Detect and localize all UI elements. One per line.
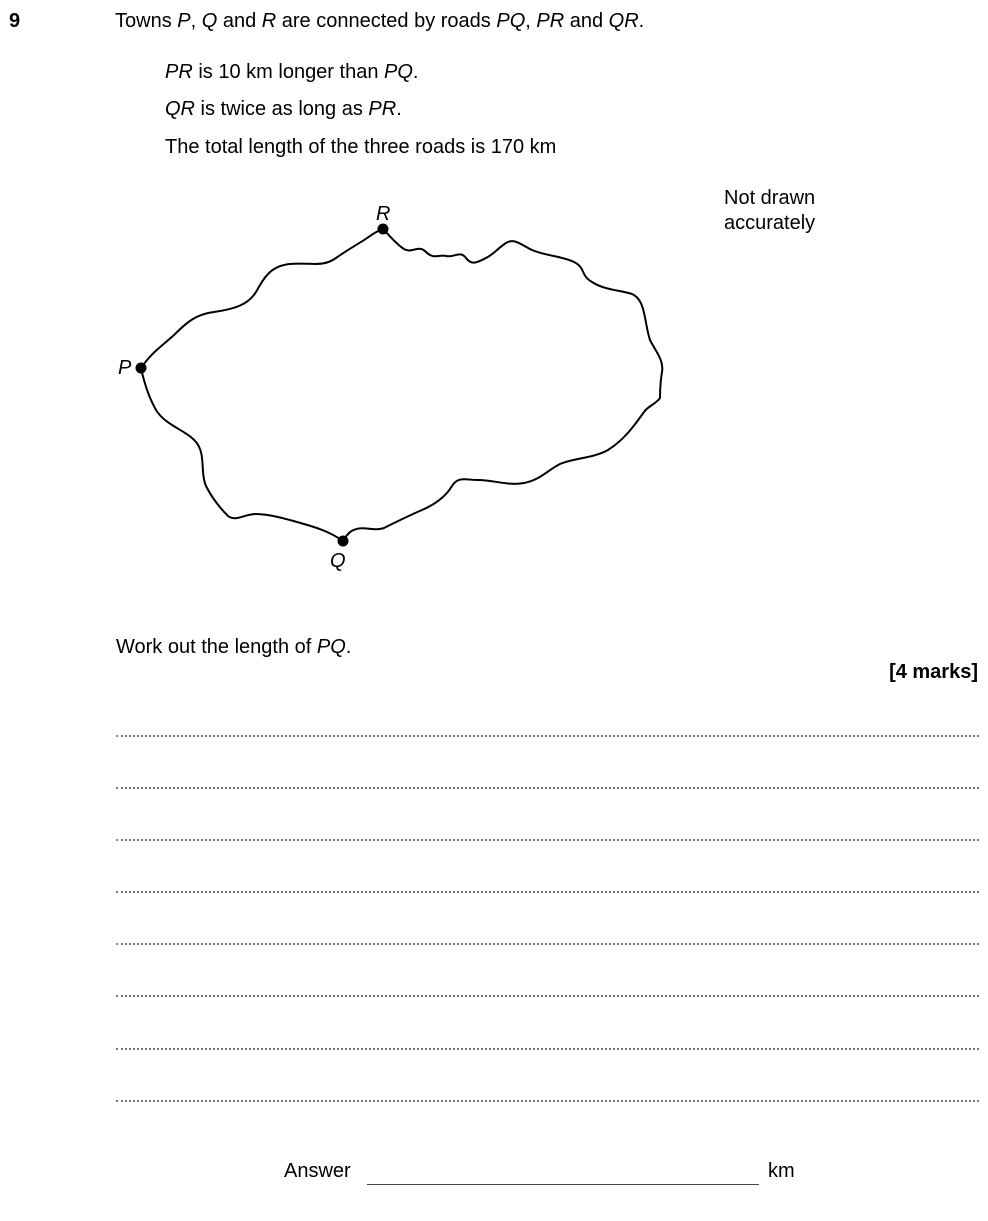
- not-drawn-accurately-note: Not drawn accurately: [724, 187, 816, 234]
- town-r-point: [378, 224, 389, 235]
- working-line[interactable]: [116, 891, 979, 893]
- working-line[interactable]: [116, 1100, 979, 1102]
- answer-line[interactable]: [367, 1184, 759, 1185]
- fact-pr-longer: PR is 10 km longer than PQ.: [165, 61, 419, 83]
- working-line[interactable]: [116, 787, 979, 789]
- roads-diagram: [100, 190, 680, 580]
- town-p-point: [136, 363, 147, 374]
- answer-label: Answer: [284, 1160, 351, 1182]
- working-line[interactable]: [116, 995, 979, 997]
- working-line[interactable]: [116, 839, 979, 841]
- fact-qr-twice: QR is twice as long as PR.: [165, 98, 402, 120]
- working-line[interactable]: [116, 1048, 979, 1050]
- working-line[interactable]: [116, 943, 979, 945]
- town-q-point: [338, 536, 349, 547]
- answer-unit: km: [768, 1160, 795, 1182]
- fact-total-length: The total length of the three roads is 170 km: [165, 136, 557, 158]
- town-p-label: P: [118, 357, 132, 379]
- road-pq: [141, 368, 343, 541]
- town-q-label: Q: [330, 550, 346, 572]
- task-instruction: Work out the length of PQ.: [116, 636, 352, 658]
- question-intro: Towns P, Q and R are connected by roads PQ, PR and QR.: [115, 10, 645, 32]
- question-number: 9: [9, 10, 21, 32]
- working-line[interactable]: [116, 735, 979, 737]
- town-r-label: R: [376, 203, 391, 225]
- road-pr: [141, 229, 383, 368]
- road-qr: [343, 229, 662, 541]
- marks-label: [4 marks]: [889, 661, 978, 683]
